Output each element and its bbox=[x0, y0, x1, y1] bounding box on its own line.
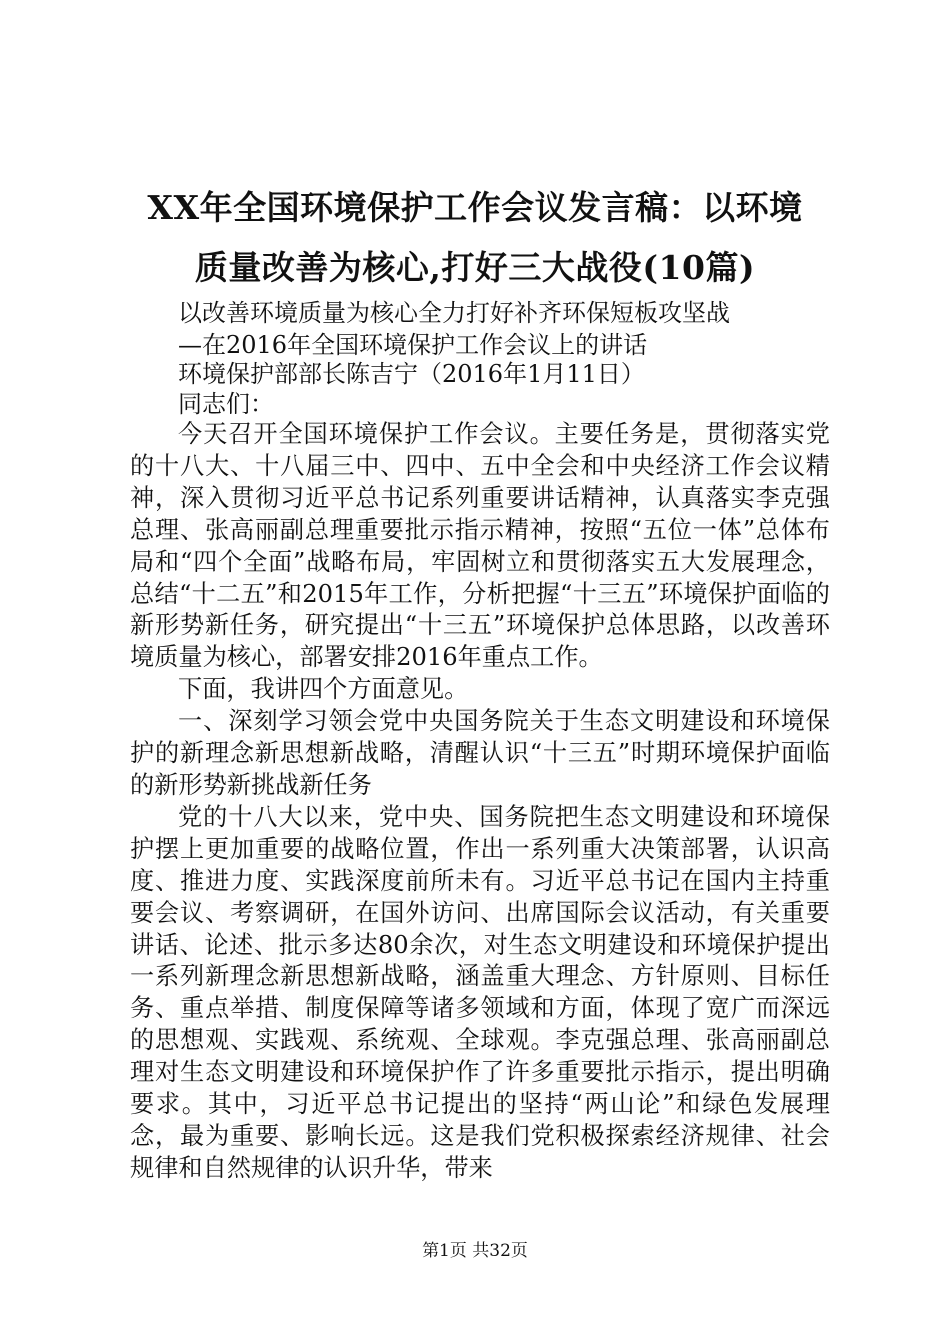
body-paragraph: 党的十八大以来，党中央、国务院把生态文明建设和环境保护摆上更加重要的战略位置，作出一系列重大决策部署，认识高度、推进力度、实践深度前所未有。习近平总书记在国内主持重要会议、考察调研，在国外访问、出席国际会议活动，有关重要讲话、论述、批示多达80余次，对生态文明建设和环境保护提出一系列新理念新思想新战略，涵盖重大理念、方针原则、目标任务、重点举措、制度保障等诸多领域和方面，体现了宽广而深远的思想观、实践观、系统观、全球观。李克强总理、张高丽副总理对生态文明建设和环境保护作了许多重要批示指示，提出明确要求。其中，习近平总书记提出的坚持“两山论”和绿色发展理念，最为重要、影响长远。这是我们党积极探索经济规律、社会规律和自然规律的认识升华，带来 bbox=[130, 802, 830, 1182]
speech-body bbox=[130, 419, 830, 1185]
title-line-2: 质量改善为核心,打好三大战役(10篇) bbox=[194, 248, 756, 287]
body-paragraph: 今天召开全国环境保护工作会议。主要任务是，贯彻落实党的十八大、十八届三中、四中、五中全会和中央经济工作会议精神，深入贯彻习近平总书记系列重要讲话精神，认真落实李克强总理、张高丽副总理重要批示指示精神，按照“五位一体”总体布局和“四个全面”战略布局，牢固树立和贯彻落实五大发展理念，总结“十二五”和2015年工作，分析把握“十三五”环境保护面临的新形势新任务，研究提出“十三五”环境保护总体思路，以改善环境质量为核心，部署安排2016年重点工作。 bbox=[130, 420, 830, 672]
page-number: 第1页 共32页 bbox=[422, 1241, 528, 1261]
speech-subtitle: 以改善环境质量为核心全力打好补齐环保短板攻坚战 bbox=[178, 299, 730, 327]
title-line-1: XX年全国环境保护工作会议发言稿：以环境 bbox=[147, 188, 803, 227]
speech-speaker: 环境保护部部长陈吉宁（2016年1月11日） bbox=[178, 360, 645, 388]
document-title bbox=[100, 178, 850, 298]
speech-salutation: 同志们： bbox=[178, 390, 274, 418]
body-paragraph: 下面，我讲四个方面意见。 bbox=[178, 675, 469, 704]
section-heading: 一、深刻学习领会党中央国务院关于生态文明建设和环境保护的新理念新思想新战略，清醒认识“十三五”时期环境保护面临的新形势新挑战新任务 bbox=[130, 707, 830, 799]
speech-occasion: —在2016年全国环境保护工作会议上的讲话 bbox=[178, 331, 648, 359]
